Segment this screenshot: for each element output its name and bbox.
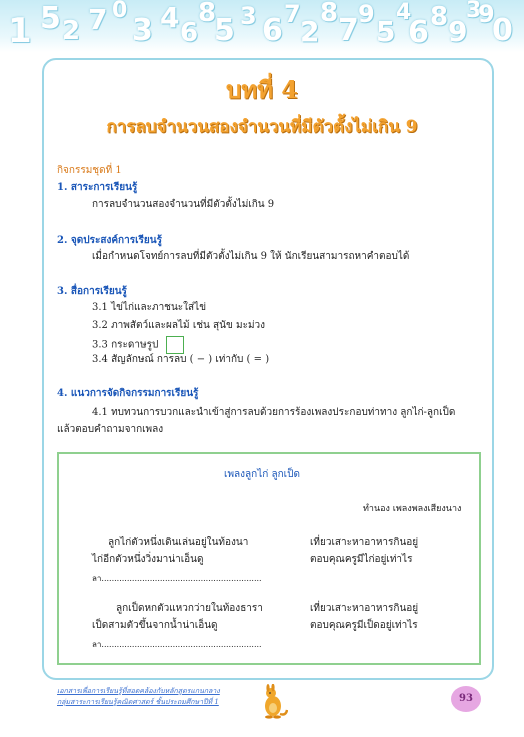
section-heading: 3. สื่อการเรียนรู้ <box>57 286 127 297</box>
song-line: ตอบคุณครูมีเป็ดอยู่เท่าไร <box>310 620 418 631</box>
banner-digit: 5 <box>376 15 396 48</box>
song-line: ลูกไก่ตัวหนึ่งเดินเล่นอยู่ในท้องนา <box>108 537 249 548</box>
banner-digit: 1 <box>8 11 32 51</box>
footer-note-line: เอกสารเพื่อการเรียนรู้ที่สอดคล้องกับหลักสูตรแกนกลาง <box>57 687 220 695</box>
section-heading: 2. จุดประสงค์การเรียนรู้ <box>57 235 162 246</box>
section-body: แล้วตอบคำถามจากเพลง <box>57 424 164 435</box>
page-number-badge: 93 <box>451 686 481 712</box>
numbers-banner <box>0 0 524 52</box>
kangaroo-mascot-icon <box>258 684 288 720</box>
banner-digit: 0 <box>112 0 128 23</box>
section-heading: 1. สาระการเรียนรู้ <box>57 182 138 193</box>
list-item: 3.1 ไข่ไก่และภาชนะใส่ไข่ <box>92 302 207 313</box>
banner-digit: 3 <box>466 0 482 23</box>
banner-digit: 6 <box>180 18 199 48</box>
banner-digit: 5 <box>40 1 61 36</box>
banner-digit: 3 <box>132 13 153 48</box>
song-line: ลูกเป็ดหกตัวแหวกว่ายในท้องธารา <box>116 603 263 614</box>
banner-digit: 9 <box>448 15 468 48</box>
banner-digit: 5 <box>214 13 235 48</box>
banner-digit: 9 <box>358 0 375 28</box>
square-shape-icon <box>166 336 184 354</box>
song-line: ตอบคุณครูมีไก่อยู่เท่าไร <box>310 554 413 565</box>
song-line: ไก่อีกตัวหนึ่งวิ่งมาน่าเอ็นดู <box>92 554 204 565</box>
footer-note-line: กลุ่มสาระการเรียนรู้คณิตศาสตร์ ชั้นประถมศึกษาปีที่ 1 <box>57 698 219 706</box>
banner-digit: 8 <box>198 0 217 28</box>
footer-note <box>57 686 220 708</box>
song-line: เป็ดสามตัวขึ้นจากน้ำน่าเอ็นดู <box>92 620 218 631</box>
song-title: เพลงลูกไก่ ลูกเป็ด <box>224 469 300 480</box>
banner-digit: 9 <box>478 0 495 28</box>
banner-digit: 3 <box>240 2 257 30</box>
section-body: การลบจำนวนสองจำนวนที่มีตัวตั้งไม่เกิน 9 <box>92 199 275 210</box>
song-line: ลา............................................................... <box>92 574 262 583</box>
section-body: 4.1 ทบทวนการบวกและนำเข้าสู่การลบด้วยการร้องเพลงประกอบท่าทาง ลูกไก่-ลูกเป็ด <box>92 407 456 418</box>
banner-digit: 7 <box>88 3 108 36</box>
banner-digit: 2 <box>62 16 81 46</box>
song-line: เที่ยวเสาะหาอาหารกินอยู่ <box>310 537 419 548</box>
song-line: เที่ยวเสาะหาอาหารกินอยู่ <box>310 603 419 614</box>
list-item-text: 3.3 กระดาษรูป <box>92 339 159 351</box>
banner-digit: 8 <box>320 0 339 28</box>
song-line: ลา............................................................... <box>92 640 262 649</box>
section-body: เมื่อกำหนดโจทย์การลบที่มีตัวตั้งไม่เกิน 9 ให้ นักเรียนสามารถหาคำตอบได้ <box>92 251 410 262</box>
banner-digit: 7 <box>284 0 301 28</box>
list-item <box>92 336 184 354</box>
chapter-title: บทที่ 4 <box>226 75 298 104</box>
activity-label: กิจกรรมชุดที่ 1 <box>57 165 122 176</box>
list-item: 3.4 สัญลักษณ์ การลบ ( − ) เท่ากับ ( = ) <box>92 354 270 365</box>
song-credit: ทำนอง เพลงพลงเสียงนาง <box>363 504 462 514</box>
list-item: 3.2 ภาพสัตว์และผลไม้ เช่น สุนัข มะม่วง <box>92 320 266 331</box>
section-heading: 4. แนวการจัดกิจกรรมการเรียนรู้ <box>57 388 199 399</box>
banner-digit: 4 <box>160 1 180 34</box>
banner-digit: 0 <box>492 13 513 48</box>
banner-digit: 6 <box>262 13 283 48</box>
banner-digit: 8 <box>430 2 449 32</box>
banner-digit: 7 <box>338 13 359 48</box>
banner-digit: 2 <box>300 15 320 48</box>
banner-digit: 4 <box>396 0 412 25</box>
chapter-subtitle: การลบจำนวนสองจำนวนที่มีตัวตั้งไม่เกิน 9 <box>106 117 418 137</box>
banner-digit: 6 <box>408 15 429 50</box>
